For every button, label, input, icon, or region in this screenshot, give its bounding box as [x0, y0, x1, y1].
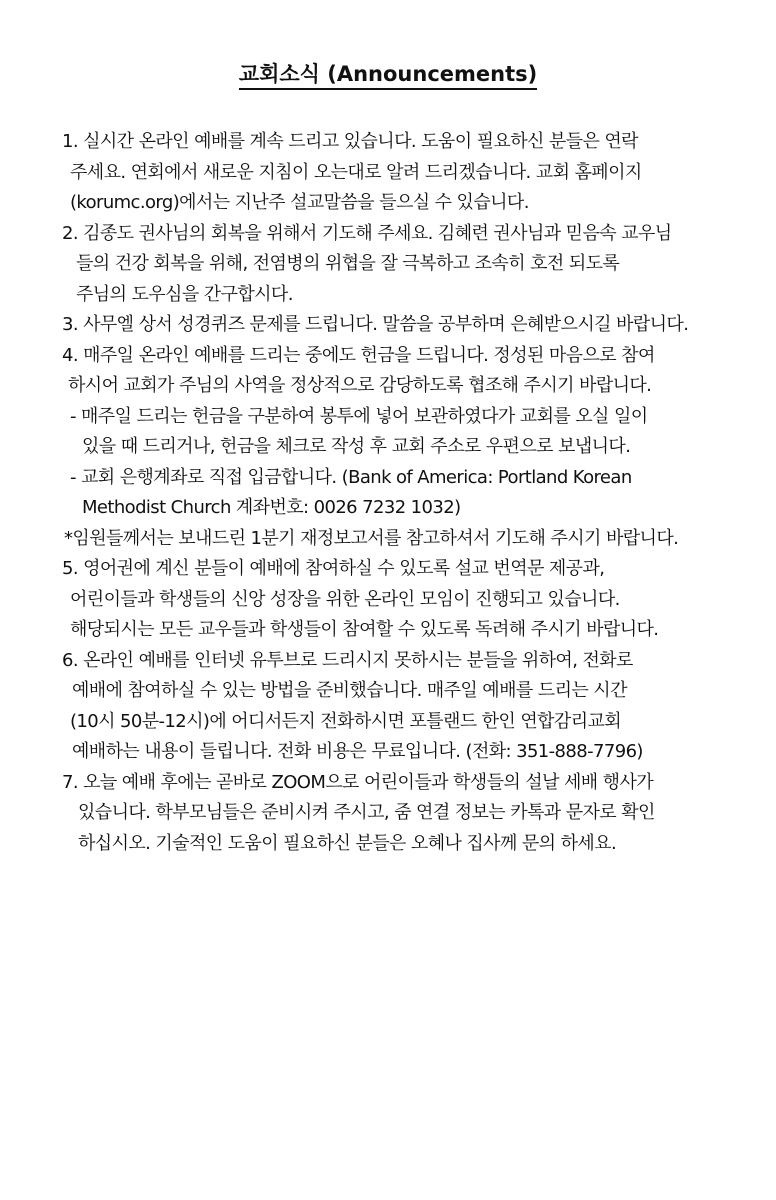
announcement-line: 2. 김종도 권사님의 회복을 위해서 기도해 주세요. 김혜련 권사님과 믿음속 교우님 — [62, 223, 672, 244]
page-title-text: 교회소식 (Announcements) — [239, 62, 537, 90]
announcement-line: 해당되시는 모든 교우들과 학생들이 참여할 수 있도록 독려해 주시기 바랍니다. — [70, 619, 659, 640]
page-title — [0, 58, 776, 88]
announcement-line: 들의 건강 회복을 위해, 전염병의 위협을 잘 극복하고 조속히 호전 되도록 — [76, 253, 620, 274]
announcement-line: - 매주일 드리는 헌금을 구분하여 봉투에 넣어 보관하였다가 교회를 오실 일이 — [70, 406, 648, 427]
announcement-line: *임원들께서는 보내드린 1분기 재정보고서를 참고하셔서 기도해 주시기 바랍니다. — [64, 528, 679, 549]
announcement-line: 하시어 교회가 주님의 사역을 정상적으로 감당하도록 협조해 주시기 바랍니다. — [68, 375, 652, 396]
announcement-line: 7. 오늘 예배 후에는 곧바로 ZOOM으로 어린이들과 학생들의 설날 세배 행사가 — [62, 772, 654, 793]
announcement-line: 있을 때 드리거나, 헌금을 체크로 작성 후 교회 주소로 우편으로 보냅니다. — [82, 436, 631, 457]
announcement-line: 1. 실시간 온라인 예배를 계속 드리고 있습니다. 도움이 필요하신 분들은 연락 — [62, 131, 638, 152]
announcement-line: 하십시오. 기술적인 도움이 필요하신 분들은 오혜나 집사께 문의 하세요. — [78, 833, 617, 854]
announcement-line: 예배에 참여하실 수 있는 방법을 준비했습니다. 매주일 예배를 드리는 시간 — [72, 680, 627, 701]
announcement-line: 4. 매주일 온라인 예배를 드리는 중에도 헌금을 드립니다. 정성된 마음으로 참여 — [62, 345, 655, 366]
announcement-line: 6. 온라인 예배를 인터넷 유투브로 드리시지 못하시는 분들을 위하여, 전화로 — [62, 650, 633, 671]
announcement-line: 있습니다. 학부모님들은 준비시켜 주시고, 줌 연결 정보는 카톡과 문자로 확인 — [78, 802, 655, 823]
announcement-line: (10시 50분-12시)에 어디서든지 전화하시면 포틀랜드 한인 연합감리교회 — [70, 711, 622, 732]
announcement-line: (korumc.org)에서는 지난주 설교말씀을 들으실 수 있습니다. — [70, 192, 529, 213]
announcement-line: 주세요. 연회에서 새로운 지침이 오는대로 알려 드리겠습니다. 교회 홈페이지 — [70, 162, 642, 183]
announcement-line: - 교회 은행계좌로 직접 입금합니다. (Bank of America: Portland Korean — [70, 467, 632, 488]
announcement-line: 3. 사무엘 상서 성경퀴즈 문제를 드립니다. 말씀을 공부하며 은혜받으시길 바랍니다. — [62, 314, 689, 335]
announcement-line: 주님의 도우심을 간구합시다. — [76, 284, 293, 305]
announcement-line: 예배하는 내용이 들립니다. 전화 비용은 무료입니다. (전화: 351-888-7796) — [72, 741, 643, 762]
announcement-line: 어린이들과 학생들의 신앙 성장을 위한 온라인 모임이 진행되고 있습니다. — [70, 589, 620, 610]
announcement-line: 5. 영어권에 계신 분들이 예배에 참여하실 수 있도록 설교 번역문 제공과, — [62, 558, 605, 579]
announcement-line: Methodist Church 계좌번호: 0026 7232 1032) — [82, 497, 461, 518]
